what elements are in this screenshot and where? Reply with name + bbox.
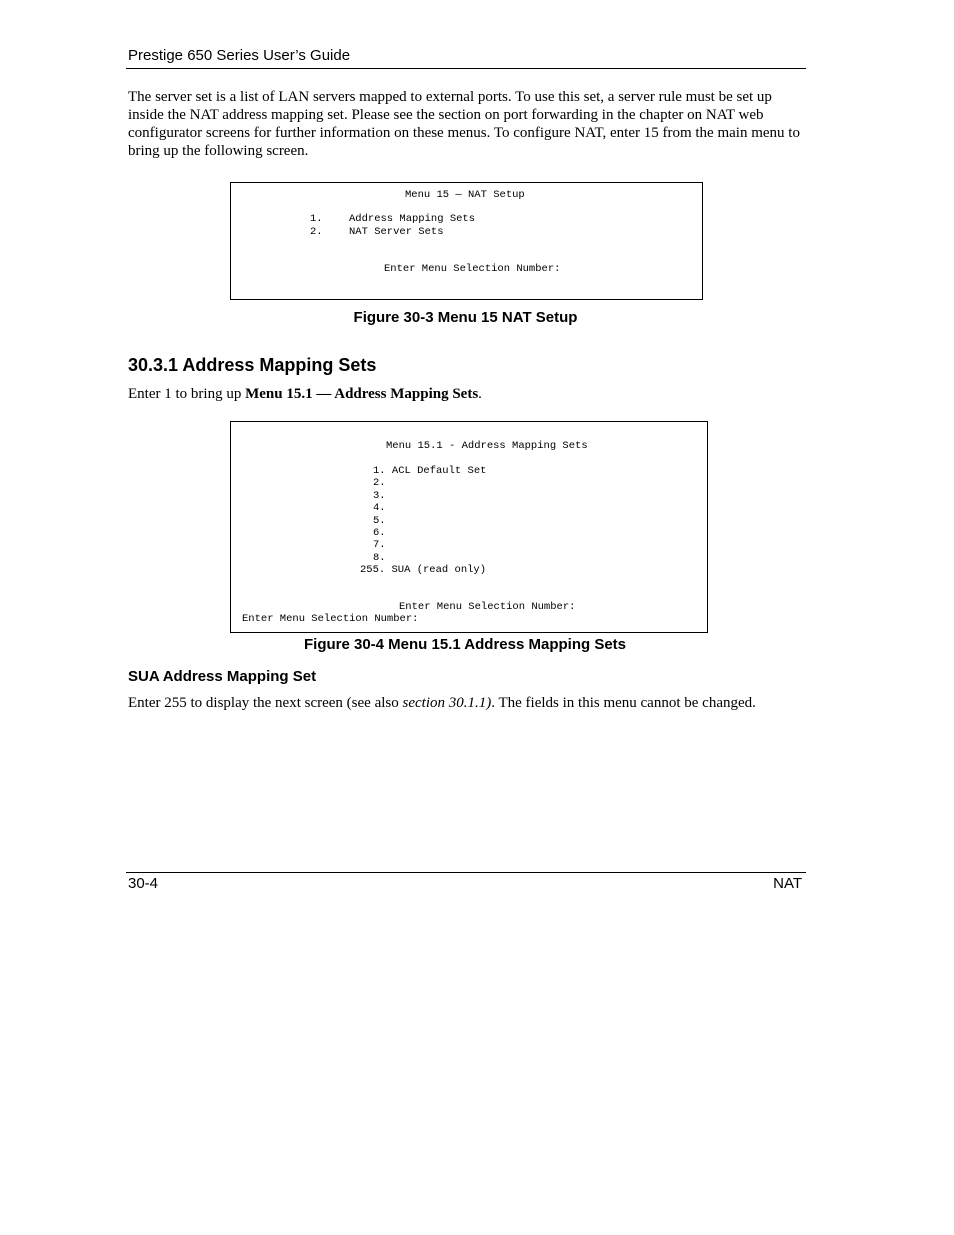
menu-item-number: 2. <box>310 226 323 238</box>
menu-selection-prompt: Enter Menu Selection Number: <box>399 601 576 613</box>
figure-caption: Figure 30-4 Menu 15.1 Address Mapping Sets <box>303 636 627 653</box>
menu-selection-prompt: Enter Menu Selection Number: <box>384 263 561 275</box>
menu-selection-prompt: Enter Menu Selection Number: <box>242 613 419 625</box>
figure-caption: Figure 30-3 Menu 15 NAT Setup <box>353 309 578 326</box>
sua-paragraph <box>128 695 756 712</box>
section-reference: section 30.1.1) <box>402 695 492 711</box>
menu-reference: Menu 15.1 — Address Mapping Sets <box>245 386 479 402</box>
running-header-title: Prestige 650 Series User’s Guide <box>128 47 351 64</box>
menu-title: Menu 15 — NAT Setup <box>405 189 525 201</box>
menu-item-number: 1. <box>310 213 323 225</box>
menu-item-address-mapping-sets: Address Mapping Sets <box>349 213 476 225</box>
page-number: 30-4 <box>128 875 159 892</box>
section-paragraph <box>128 386 482 403</box>
mapping-set-item: 3. <box>373 490 386 502</box>
mapping-set-item: 5. <box>373 515 386 527</box>
subsection-heading: SUA Address Mapping Set <box>128 668 317 685</box>
mapping-set-item: 4. <box>373 502 386 514</box>
section-heading: 30.3.1 Address Mapping Sets <box>128 355 377 375</box>
mapping-set-item: 6. <box>373 527 386 539</box>
menu-15-screen <box>230 182 703 300</box>
menu-item-nat-server-sets: NAT Server Sets <box>349 226 444 238</box>
mapping-set-item-sua: 255. SUA (read only) <box>360 564 487 576</box>
mapping-set-item: 8. <box>373 552 386 564</box>
mapping-set-item: 7. <box>373 539 386 551</box>
menu-15-1-screen <box>230 421 708 633</box>
header-divider <box>126 68 806 69</box>
menu-title: Menu 15.1 - Address Mapping Sets <box>386 440 588 452</box>
footer-divider <box>126 872 806 873</box>
chapter-name: NAT <box>773 875 802 892</box>
para-text: Enter 255 to display the next screen (see also <box>128 695 403 711</box>
mapping-set-item: 2. <box>373 477 386 489</box>
mapping-set-item: 1. ACL Default Set <box>373 465 487 477</box>
para-text: . <box>478 386 482 402</box>
para-text: Enter 1 to bring up <box>128 386 246 402</box>
intro-paragraph: The server set is a list of LAN servers mapped to external ports. To use this set, a server rule must be set up inside the NAT address mapping set. Please see the section on port forwarding in the chapter on NAT web configurator screens for further information on these menus. To configure NAT, enter 15 from the main menu to bring up the following screen. <box>128 89 800 159</box>
para-text: . The fields in this menu cannot be changed. <box>491 695 756 711</box>
